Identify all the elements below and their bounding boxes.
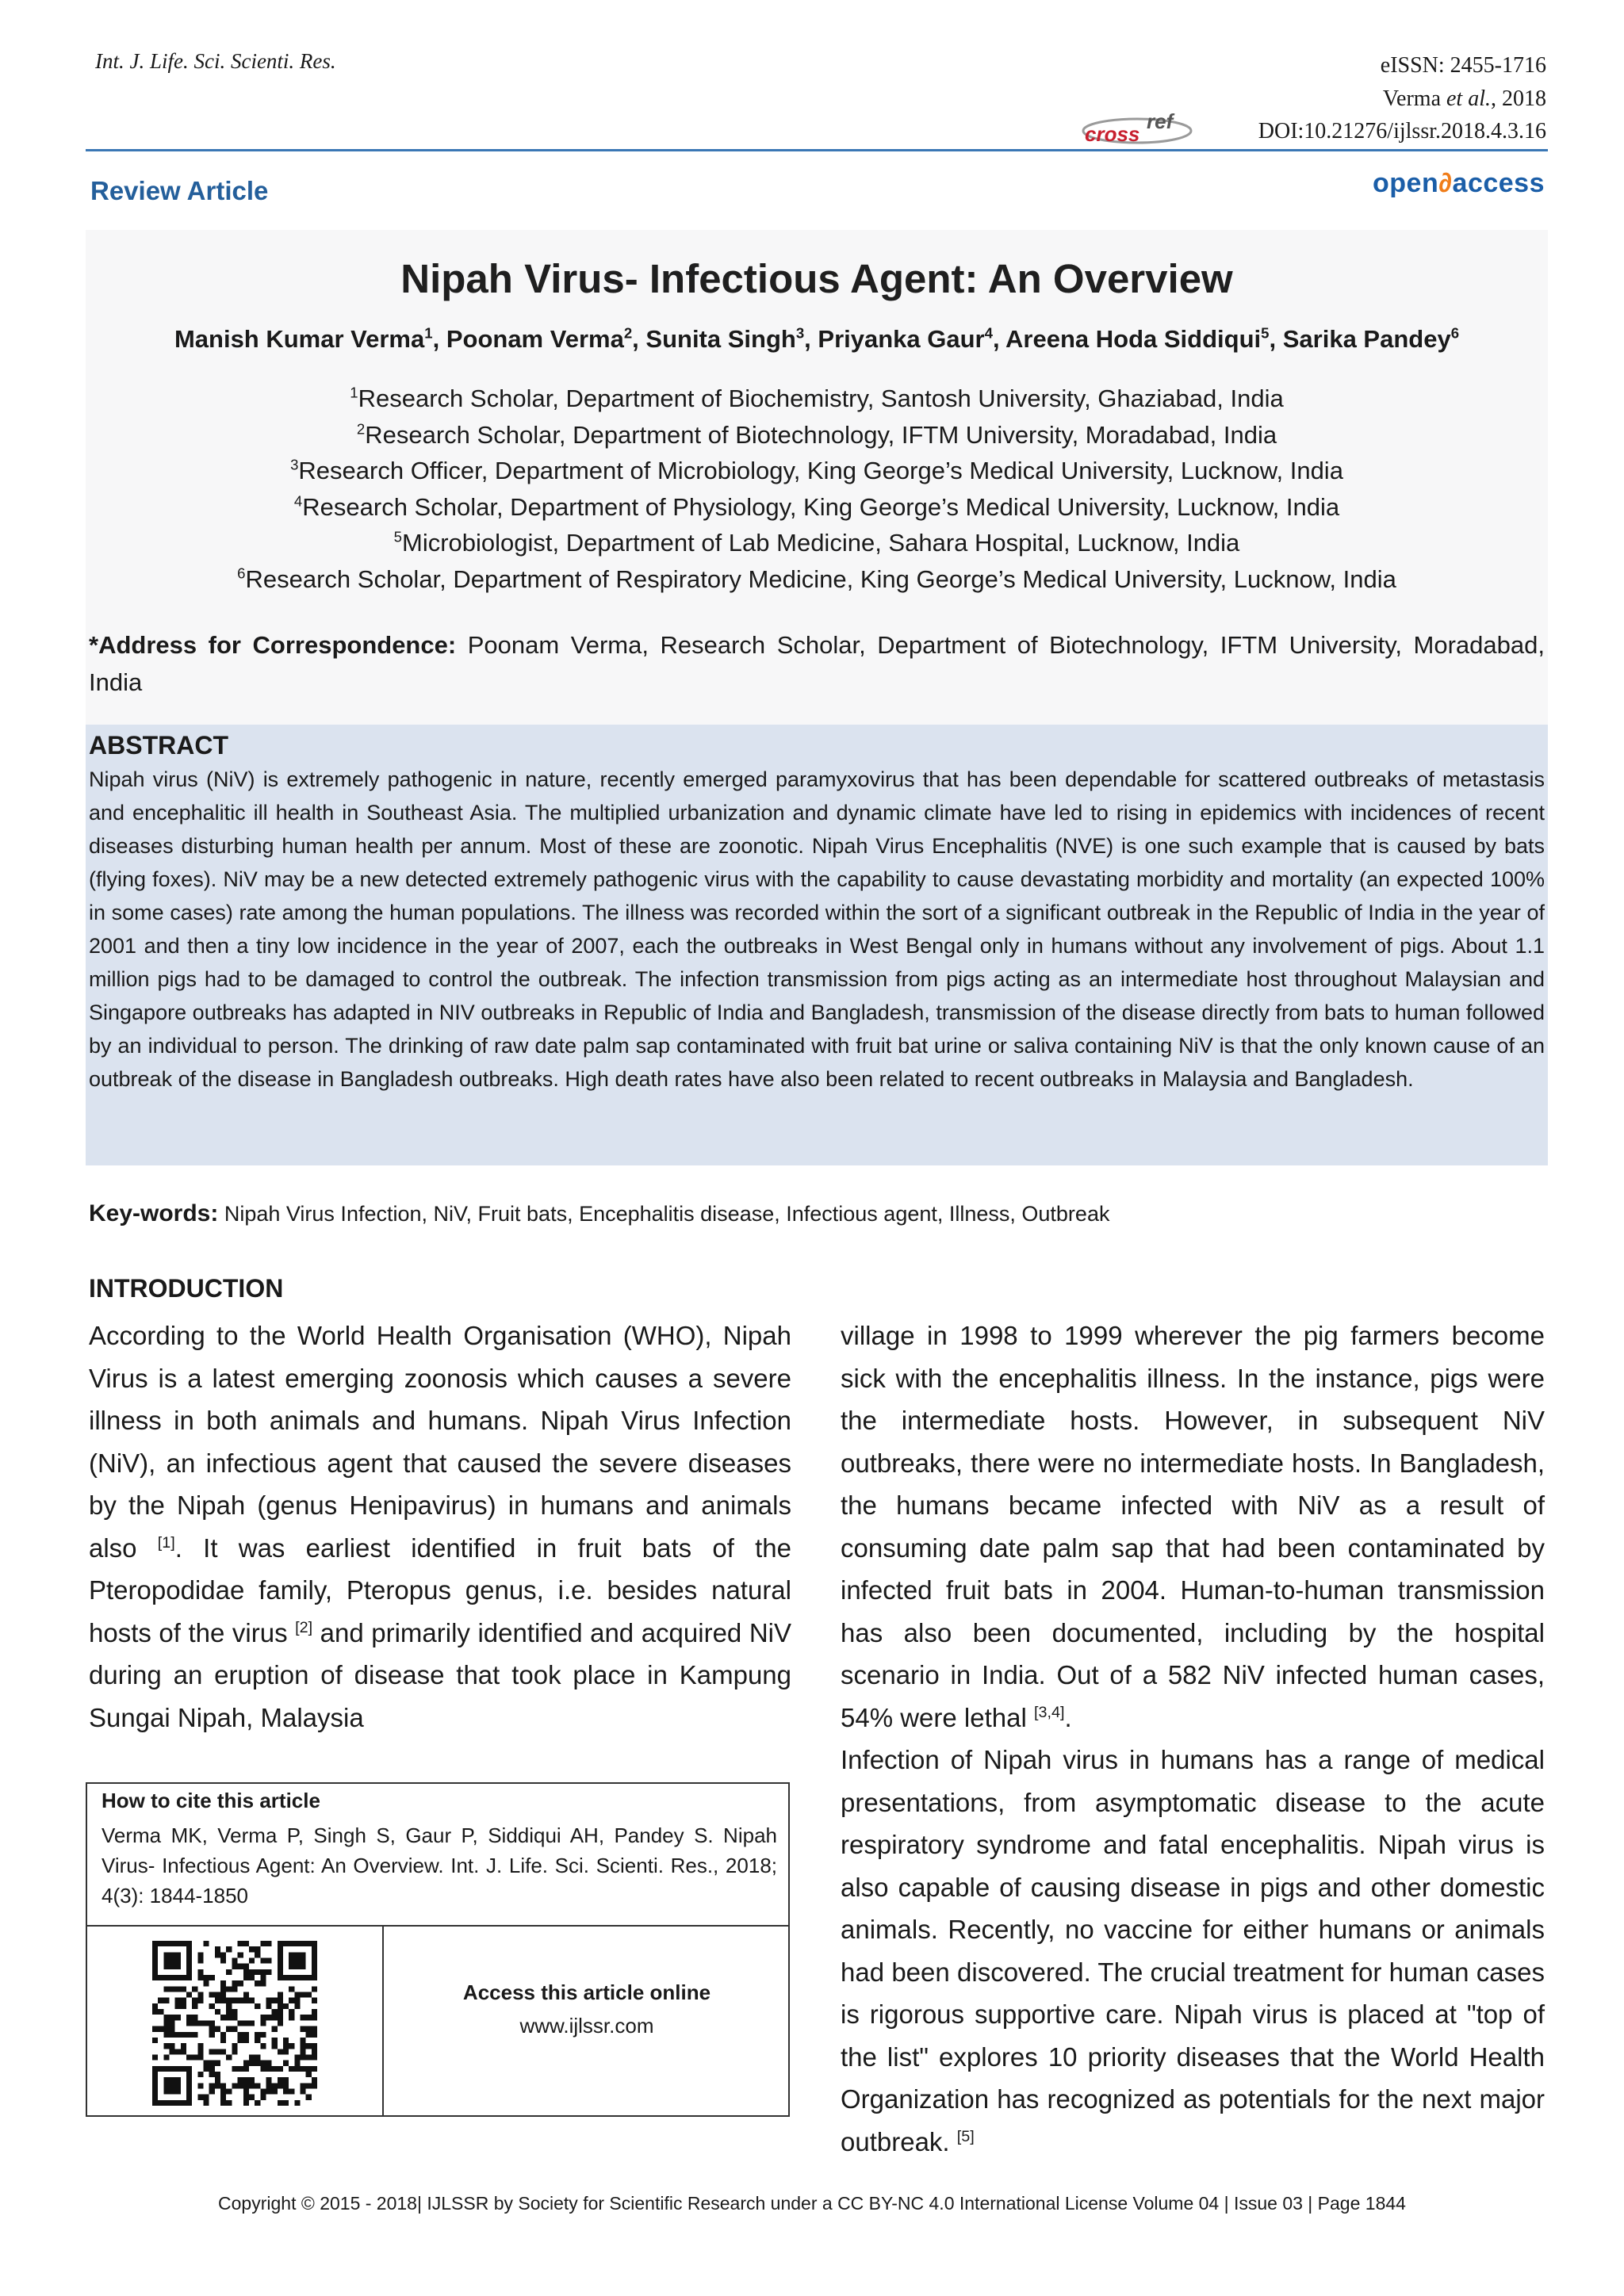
svg-text:cross: cross — [1085, 122, 1140, 146]
introduction-heading: INTRODUCTION — [89, 1274, 284, 1303]
affiliation: $^3$Research Officer, Department of Microbiology, King George’s Medical University, Lucknow, India — [290, 456, 1343, 485]
author-name: Sarika Pandey$^6$ — [1282, 324, 1460, 353]
author-name: Manish Kumar Verma$^1$ — [174, 324, 433, 353]
svg-text:ref: ref — [1147, 109, 1174, 133]
eissn: eISSN: 2455-1716 — [1380, 53, 1546, 78]
affiliation: $^2$Research Scholar, Department of Biotechnology, IFTM University, Moradabad, India — [356, 420, 1277, 449]
qr-code-icon[interactable] — [152, 1941, 317, 2106]
author-name: Areena Hoda Siddiqui$^5$ — [1005, 324, 1270, 353]
author-year: Verma et al., 2018 — [1382, 86, 1546, 111]
cite-heading: How to cite this article — [102, 1789, 320, 1812]
cite-text: Verma MK, Verma P, Singh S, Gaur P, Siddiqui AH, Pandey S. Nipah Virus- Infectious Agent: An Overview. Int. J. Life. Sci. Scienti. Res., 2018; 4(3): 1844-1850 — [102, 1823, 777, 1908]
header-rule — [86, 149, 1548, 151]
intro-right-column: village in 1998 to 1999 wherever the pig farmers become sick with the encephalitis illness. In the instance, pigs were the intermediate hosts. However, in subsequent NiV outbreaks, there were no intermediate hosts. In Bangladesh, the humans became infected with NiV as a result of consuming date palm sap that had been contaminated by infected fruit bats in 2004. Human-to-human transmission has also been documented, including by the hospital scenario in India. Out of a 582 NiV infected human cases, 54% were lethal [3,4]. Infection of Nipah virus in humans has a range of medical presentations, from asymptomatic disease to the acute respiratory syndrome and fatal encephalitis. Nipah virus is also capable of causing disease in pigs and other domestic animals. Recently, no vaccine for either humans or animals had been discovered. The crucial treatment for human cases is rigorous supportive care. Nipah virus is placed at "top of the list" explores 10 priority diseases that the World Health Organization has recognized as potentials for the next major outbreak. [5] — [841, 1321, 1545, 2156]
affiliation: $^1$Research Scholar, Department of Biochemistry, Santosh University, Ghaziabad, India — [350, 384, 1284, 412]
open-access-icon: ∂ — [1438, 168, 1453, 198]
affiliation: $^5$Microbiologist, Department of Lab Medicine, Sahara Hospital, Lucknow, India — [393, 529, 1240, 557]
crossref-logo-icon — [1078, 109, 1196, 146]
affiliation: $^4$Research Scholar, Department of Physiology, King George’s Medical University, Lucknow, India — [293, 492, 1340, 521]
author-name: Sunita Singh$^3$ — [645, 324, 805, 353]
access-heading: Access this article online — [462, 1980, 711, 2004]
affiliation: $^6$Research Scholar, Department of Respiratory Medicine, King George’s Medical University, Lucknow, India — [237, 564, 1396, 593]
open-access-logo: open∂access — [1373, 168, 1545, 198]
affiliation-list — [86, 381, 1548, 598]
doi[interactable]: DOI:10.21276/ijlssr.2018.4.3.16 — [1258, 119, 1546, 144]
correspondence: *Address for Correspondence: Poonam Verma, Research Scholar, Department of Biotechnology, IFTM University, Moradabad, India — [89, 631, 1545, 696]
citation-ref[interactable]: [1] — [157, 1533, 175, 1552]
author-name: Priyanka Gaur$^4$ — [818, 324, 993, 353]
author-list: Manish Kumar Verma$^1$, Poonam Verma$^2$, Sunita Singh$^3$, Priyanka Gaur$^4$, Areena Hoda Siddiqui$^5$, Sarika Pandey$^6$ — [174, 324, 1460, 353]
abstract-text: Nipah virus (NiV) is extremely pathogenic in nature, recently emerged paramyxovirus that has been dependable for scattered outbreaks of metastasis and encephalitic ill health in Southeast Asia. The multiplied urbanization and dynamic climate have led to rising in epidemics with incidences of recent diseases disturbing human health per annum. Most of these are zoonotic. Nipah Virus Encephalitis (NVE) is one such example that is caused by bats (flying foxes). NiV may be a new detected extremely pathogenic virus with the capability to cause devastating morbidity and mortality (an expected 100% in some cases) rate among the human populations. The illness was recorded within the sort of a significant outbreak in the Republic of India in the year of 2001 and then a tiny low incidence in the year of 2007, each the outbreaks in West Bengal only in humans without any involvement of pigs. About 1.1 million pigs had to be damaged to control the outbreak. The infection transmission from pigs acting as an intermediate host throughout Malaysian and Singapore outbreaks has adapted in NIV outbreaks in Republic of India and Bangladesh, transmission of the disease directly from bats to human followed by an individual to person. The drinking of raw date palm sap contaminated with fruit bat urine or saliva containing NiV is that the only known cause of an outbreak of the disease in Bangladesh outbreaks. High death rates have also been related to recent outbreaks in Malaysia and Bangladesh. — [89, 767, 1545, 1091]
page-title: Nipah Virus- Infectious Agent: An Overview — [400, 256, 1233, 301]
intro-left-column: According to the World Health Organisation (WHO), Nipah Virus is a latest emerging zoonosis which causes a severe illness in both animals and humans. Nipah Virus Infection (NiV), an infectious agent that caused the severe diseases by the Nipah (genus Henipavirus) in humans and animals also [1]. It was earliest identified in fruit bats of the Pteropodidae family, Pteropus genus, i.e. besides natural hosts of the virus [2] and primarily identified and acquired NiV during an eruption of disease that took place in Kampung Sungai Nipah, Malaysia — [89, 1321, 791, 1732]
author-name: Poonam Verma$^2$ — [446, 324, 633, 353]
citation-ref[interactable]: [5] — [956, 2127, 975, 2145]
abstract-heading: ABSTRACT — [89, 731, 228, 760]
journal-url-link[interactable]: www.ijlssr.com — [519, 2014, 654, 2038]
article-type: Review Article — [90, 176, 269, 205]
citation-ref[interactable]: [3,4] — [1033, 1703, 1065, 1721]
citation-ref[interactable]: [2] — [295, 1618, 313, 1636]
keywords: Key-words: Nipah Virus Infection, NiV, Fruit bats, Encephalitis disease, Infectious agent, Illness, Outbreak — [89, 1200, 1110, 1226]
journal-name: Int. J. Life. Sci. Scienti. Res. — [95, 49, 336, 73]
header-meta — [1381, 49, 1546, 116]
page-footer: Copyright © 2015 - 2018| IJLSSR by Society for Scientific Research under a CC BY-NC 4.0 International License Volume 04 | Issue 03 | Page 1844 — [218, 2193, 1406, 2214]
